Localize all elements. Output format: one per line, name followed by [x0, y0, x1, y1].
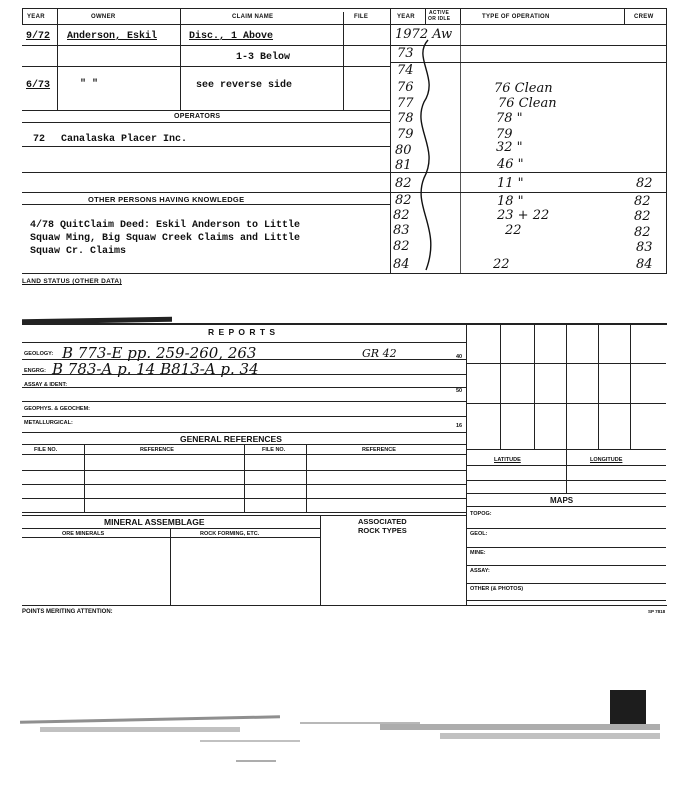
activity-type-12: 23 + 22: [497, 208, 550, 223]
header-year: YEAR: [27, 14, 45, 20]
report-num-50: 50: [456, 388, 463, 394]
header-year2: YEAR: [397, 14, 415, 20]
reports-title: R E P O R T S: [208, 327, 277, 337]
geology-label: GEOLOGY:: [24, 351, 54, 357]
operators-title: OPERATORS: [174, 113, 221, 120]
activity-crew-12: 82: [634, 209, 651, 224]
other-persons-line-1: 4/78 QuitClaim Deed: Eskil Anderson to Little: [30, 220, 301, 231]
maps-title: MAPS: [550, 496, 574, 505]
header-type-of-operation: TYPE OF OPERATION: [482, 14, 550, 20]
metallurgical-label: METALLURGICAL:: [24, 420, 73, 426]
gr-file-no-2: FILE NO.: [262, 447, 286, 453]
maps-assay: ASSAY:: [470, 568, 490, 574]
activity-type-4: 76 Clean: [494, 81, 553, 96]
latitude-label: LATITUDE: [494, 457, 521, 463]
activity-year-5: 77: [397, 96, 414, 111]
activity-bracket: [410, 38, 450, 274]
activity-type-8: 32 ": [496, 140, 523, 155]
maps-mine: MINE:: [470, 550, 486, 556]
activity-year-6: 78: [397, 111, 414, 126]
operator-row-1-year: 72: [33, 134, 46, 145]
activity-year-11: 82: [395, 193, 412, 208]
geology-extra: GR 42: [362, 347, 397, 360]
assay-label: ASSAY & IDENT:: [24, 382, 68, 388]
gr-file-no: FILE NO.: [34, 447, 58, 453]
header-claim-name: CLAIM NAME: [232, 14, 274, 20]
header-owner: OWNER: [91, 14, 116, 20]
longitude-label: LONGITUDE: [590, 457, 623, 463]
report-num-16: 16: [456, 423, 463, 429]
activity-year-13: 83: [393, 223, 410, 238]
mineral-assemblage-title: MINERAL ASSEMBLAGE: [104, 517, 205, 527]
activity-year-2: 73: [397, 46, 414, 61]
geology-value: B 773-E pp. 259-260, 263: [62, 344, 257, 362]
operator-row-1-name: Canalaska Placer Inc.: [61, 134, 188, 145]
maps-topog: TOPOG:: [470, 511, 492, 517]
activity-year-14: 82: [393, 239, 410, 254]
other-persons-title: OTHER PERSONS HAVING KNOWLEDGE: [88, 195, 245, 204]
header-active: ACTIVE: [429, 10, 450, 16]
points-meriting-label: POINTS MERITING ATTENTION:: [22, 609, 113, 615]
owner-row-1-claim: Disc., 1 Above: [189, 31, 274, 42]
activity-crew-11: 82: [634, 194, 651, 209]
owner-row-2-claim: 1-3 Below: [236, 52, 291, 63]
activity-crew-10: 82: [636, 176, 653, 191]
header-or-idle: OR IDLE: [428, 16, 451, 22]
activity-year-4: 76: [397, 80, 414, 95]
rock-forming-label: ROCK FORMING, ETC.: [200, 531, 260, 537]
other-persons-line-3: Squaw Cr. Claims: [30, 246, 127, 257]
activity-type-11: 18 ": [497, 194, 524, 209]
activity-year-10: 82: [395, 176, 412, 191]
activity-type-6: 78 ": [496, 111, 523, 126]
report-num-40: 40: [456, 354, 463, 360]
header-crew: CREW: [634, 14, 654, 20]
general-references-title: GENERAL REFERENCES: [180, 434, 282, 444]
gr-reference-2: REFERENCE: [362, 447, 396, 453]
ore-minerals-label: ORE MINERALS: [62, 531, 105, 537]
activity-year-15: 84: [393, 257, 410, 272]
other-persons-line-2: Squaw Ming, Big Squaw Creek Claims and Little: [30, 233, 301, 244]
engrg-value: B 783-A p. 14 B813-A p. 34: [52, 360, 259, 378]
owner-row-3-owner: " ": [80, 79, 99, 90]
land-status-label: LAND STATUS (OTHER DATA): [22, 278, 122, 285]
activity-crew-14: 83: [636, 240, 653, 255]
activity-crew-15: 84: [636, 257, 653, 272]
owner-row-1-owner: Anderson, Eskil: [67, 31, 158, 42]
owner-row-3-year: 6/73: [26, 80, 51, 91]
activity-type-10: 11 ": [497, 176, 524, 191]
activity-type-9: 46 ": [497, 157, 524, 172]
activity-crew-13: 82: [634, 225, 651, 240]
activity-year-9: 81: [395, 158, 412, 173]
activity-type-7: 79: [496, 127, 513, 142]
owner-row-3-claim: see reverse side: [196, 80, 293, 91]
activity-year-8: 80: [395, 143, 412, 158]
activity-year-12: 82: [393, 208, 410, 223]
maps-other: OTHER (& PHOTOS): [470, 586, 524, 592]
activity-year-7: 79: [397, 127, 414, 142]
activity-type-13: 22: [505, 223, 522, 238]
activity-year-1: 1972 Aw: [395, 27, 453, 42]
engrg-label: ENGRG:: [24, 368, 46, 374]
activity-type-15: 22: [493, 257, 510, 272]
header-file: FILE: [354, 14, 369, 20]
gr-reference: REFERENCE: [140, 447, 174, 453]
associated-line-2: ROCK TYPES: [358, 526, 407, 535]
geophys-label: GEOPHYS. & GEOCHEM:: [24, 406, 91, 412]
associated-line-1: ASSOCIATED: [358, 517, 407, 526]
maps-geol: GEOL:: [470, 531, 488, 537]
form-number: SP 7818: [648, 609, 666, 614]
activity-year-3: 74: [397, 63, 414, 78]
activity-type-5: 76 Clean: [498, 96, 557, 111]
owner-row-1-year: 9/72: [26, 31, 51, 42]
